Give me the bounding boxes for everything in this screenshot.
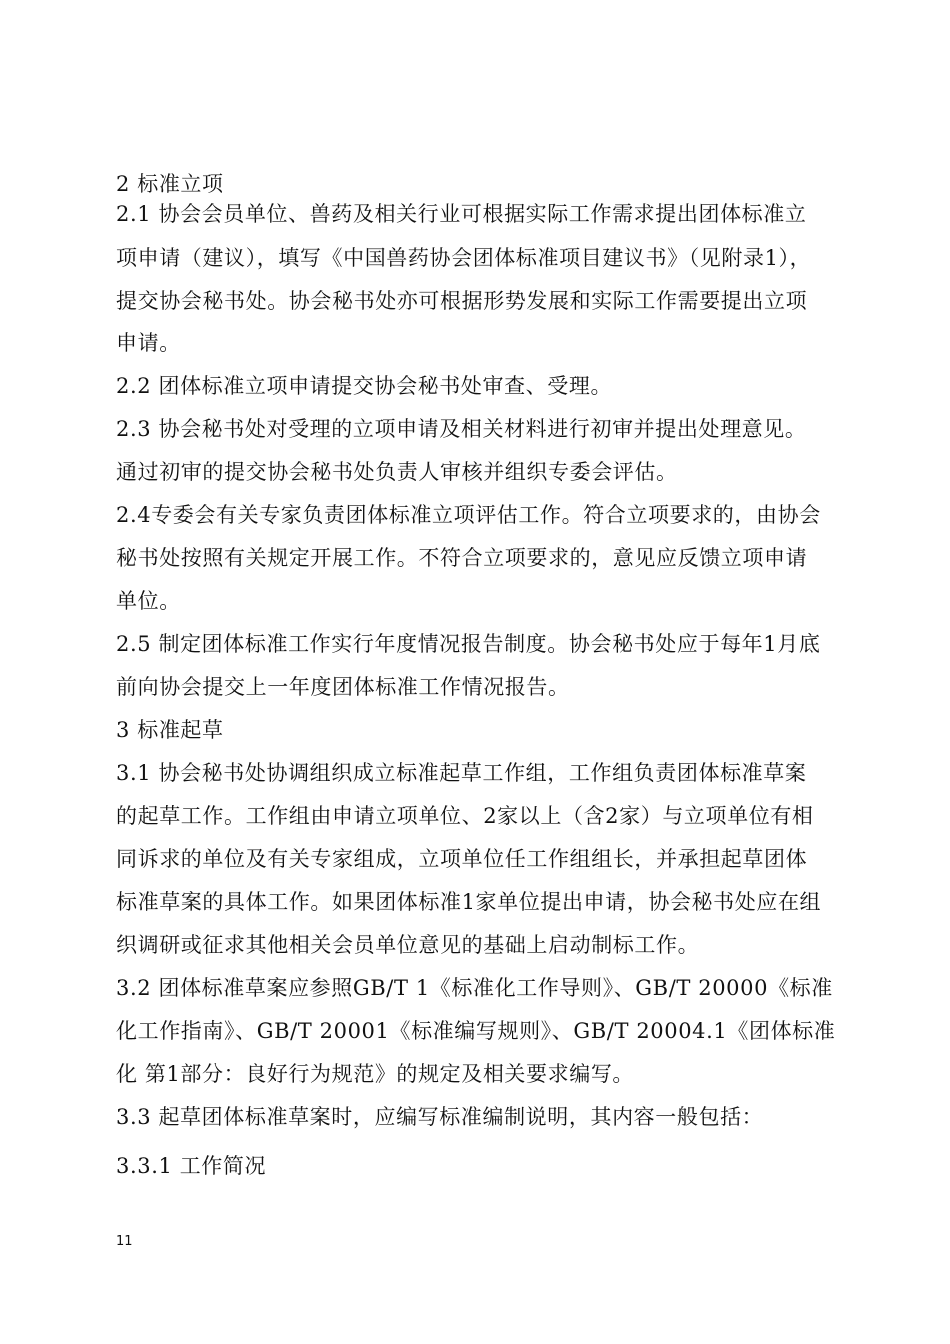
text-line: 2.3 协会秘书处对受理的立项申请及相关材料进行初审并提出处理意见。: [116, 417, 807, 441]
text-line: 单位。: [116, 589, 181, 613]
text-line: 的起草工作。工作组由申请立项单位、2家以上（含2家）与立项单位有相: [116, 804, 814, 828]
text-line: 前向协会提交上一年度团体标准工作情况报告。: [116, 675, 570, 699]
text-line: 2.5 制定团体标准工作实行年度情况报告制度。协会秘书处应于每年1月底: [116, 632, 821, 656]
text-line: 通过初审的提交协会秘书处负责人审核并组织专委会评估。: [116, 460, 678, 484]
text-line: 2.2 团体标准立项申请提交协会秘书处审查、受理。: [116, 374, 613, 398]
text-line: 标准草案的具体工作。如果团体标准1家单位提出申请，协会秘书处应在组: [116, 890, 822, 914]
text-line: 申请。: [116, 331, 181, 355]
text-line: 2.1 协会会员单位、兽药及相关行业可根据实际工作需求提出团体标准立: [116, 202, 807, 226]
text-line: 同诉求的单位及有关专家组成，立项单位任工作组组长，并承担起草团体: [116, 847, 808, 871]
page-number: 11: [116, 1234, 133, 1249]
text-line: 3.2 团体标准草案应参照GB/T 1《标准化工作导则》、GB/T 20000《标准: [116, 976, 833, 1000]
text-line: 项申请（建议），填写《中国兽药协会团体标准项目建议书》（见附录1），: [116, 246, 812, 270]
text-line: 化 第1部分：良好行为规范》的规定及相关要求编写。: [116, 1062, 635, 1086]
text-line: 提交协会秘书处。协会秘书处亦可根据形势发展和实际工作需要提出立项: [116, 289, 808, 313]
text-line: 2.4专委会有关专家负责团体标准立项评估工作。符合立项要求的，由协会: [116, 503, 821, 527]
text-line: 3.1 协会秘书处协调组织成立标准起草工作组，工作组负责团体标准草案: [116, 761, 807, 785]
section-heading-2: 2 标准立项: [116, 172, 224, 196]
section-heading-3: 3 标准起草: [116, 718, 224, 742]
text-line: 化工作指南》、GB/T 20001《标准编写规则》、GB/T 20004.1《团体标准: [116, 1019, 836, 1043]
text-line: 3.3 起草团体标准草案时，应编写标准编制说明，其内容一般包括：: [116, 1105, 764, 1129]
text-line: 秘书处按照有关规定开展工作。不符合立项要求的，意见应反馈立项申请: [116, 546, 808, 570]
subsection-heading: 3.3.1 工作简况: [116, 1154, 267, 1178]
text-line: 织调研或征求其他相关会员单位意见的基础上启动制标工作。: [116, 933, 700, 957]
